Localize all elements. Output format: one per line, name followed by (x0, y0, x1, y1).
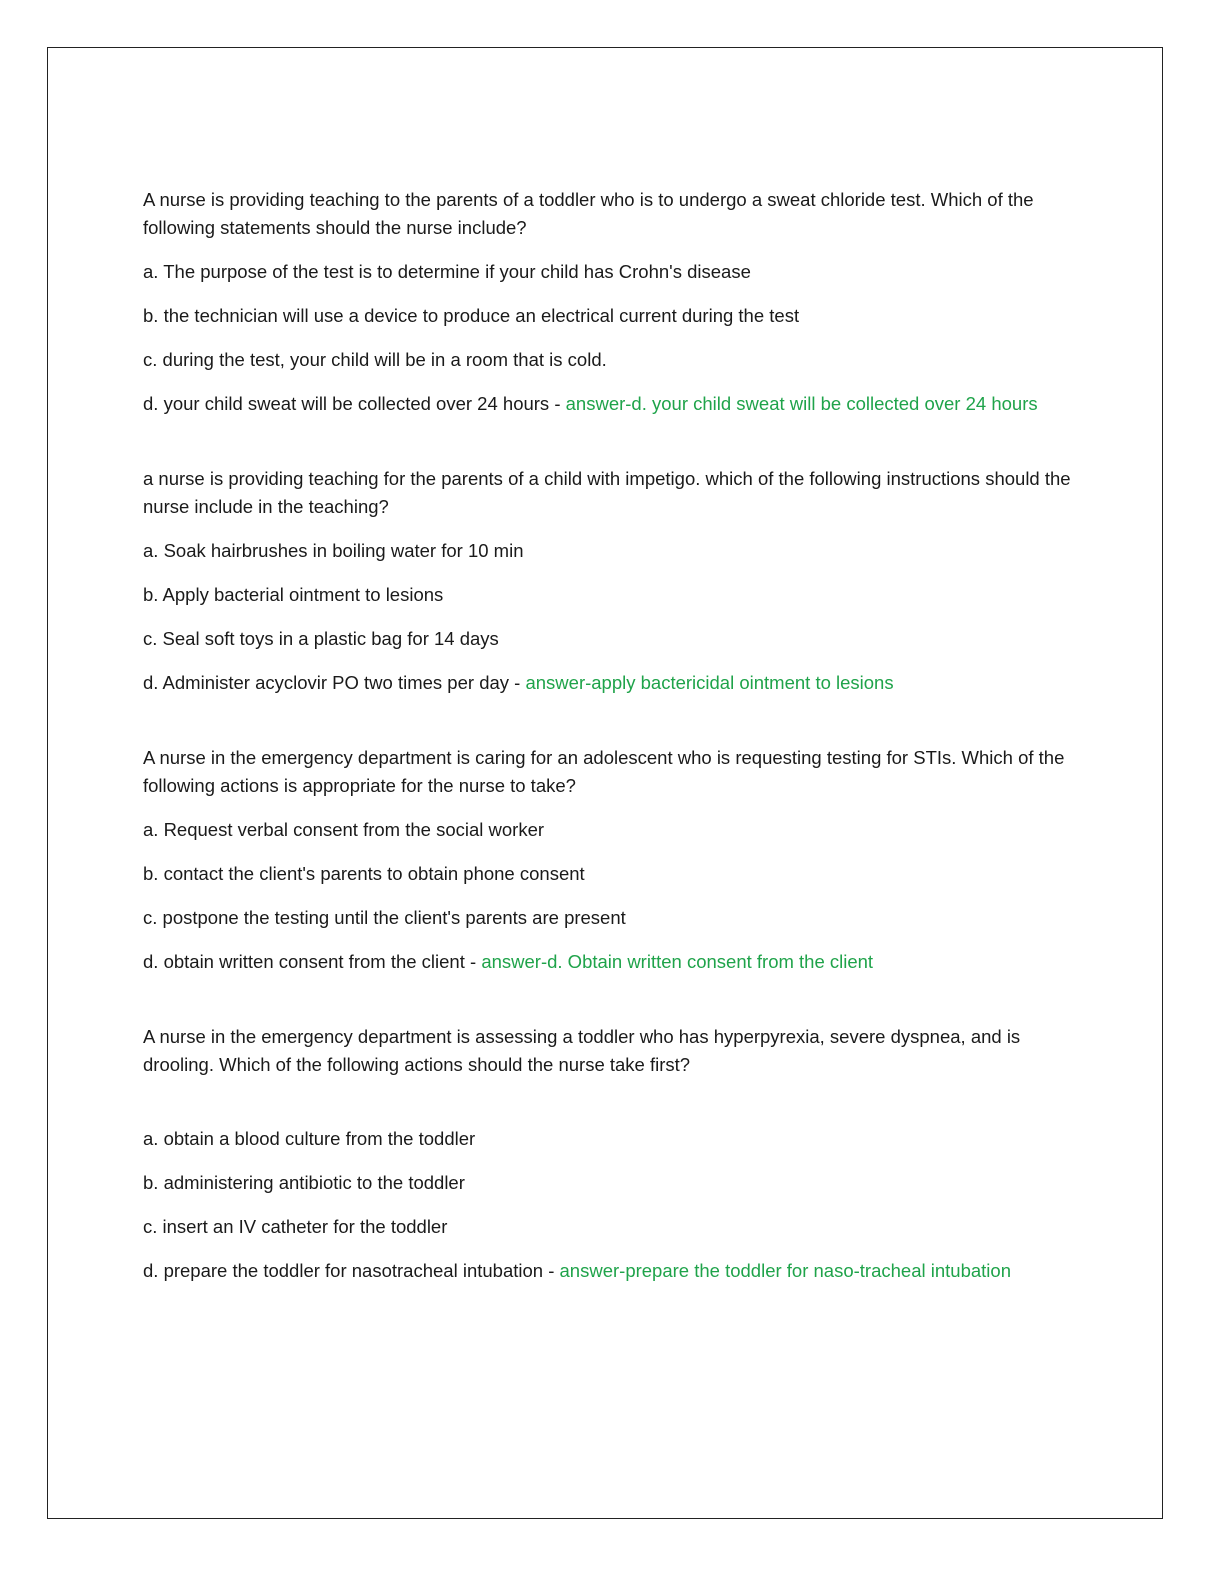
question-block-3 (143, 744, 1073, 976)
option-d (143, 390, 1073, 418)
question-block-4 (143, 1023, 1073, 1285)
option-a: a. Soak hairbrushes in boiling water for 10 min (143, 540, 524, 561)
answer-text: answer-apply bactericidal ointment to lesions (525, 672, 894, 693)
question-block-2 (143, 465, 1073, 697)
option-d (143, 948, 1073, 976)
question-text: a nurse is providing teaching for the parents of a child with impetigo. which of the following instructions should the nurse include in the teaching? (143, 468, 1071, 517)
option-c: c. insert an IV catheter for the toddler (143, 1216, 448, 1237)
option-d-text: d. prepare the toddler for nasotracheal intubation - (143, 1260, 560, 1281)
option-b: b. administering antibiotic to the toddler (143, 1172, 465, 1193)
option-d-text: d. obtain written consent from the client - (143, 951, 482, 972)
option-d-text: d. Administer acyclovir PO two times per day - (143, 672, 526, 693)
option-a: a. The purpose of the test is to determine if your child has Crohn's disease (143, 261, 751, 282)
option-d (143, 1257, 1073, 1285)
question-text: A nurse in the emergency department is assessing a toddler who has hyperpyrexia, severe dyspnea, and is drooling. Which of the following actions should the nurse take first? (143, 1026, 1021, 1075)
answer-text: answer-prepare the toddler for naso-tracheal intubation (559, 1260, 1011, 1281)
option-a: a. Request verbal consent from the social worker (143, 819, 545, 840)
answer-text: answer-d. your child sweat will be collected over 24 hours (565, 393, 1038, 414)
option-d (143, 669, 1073, 697)
option-d-text: d. your child sweat will be collected over 24 hours - (143, 393, 566, 414)
answer-text: answer-d. Obtain written consent from the client (481, 951, 874, 972)
question-text: A nurse in the emergency department is caring for an adolescent who is requesting testing for STIs. Which of the following actions is appropriate for the nurse to take? (143, 747, 1065, 796)
option-b: b. the technician will use a device to produce an electrical current during the test (143, 305, 800, 326)
question-text: A nurse is providing teaching to the parents of a toddler who is to undergo a sweat chloride test. Which of the following statements should the nurse include? (143, 189, 1034, 238)
option-b: b. contact the client's parents to obtain phone consent (143, 863, 585, 884)
option-c: c. Seal soft toys in a plastic bag for 14 days (143, 628, 499, 649)
option-c: c. during the test, your child will be in a room that is cold. (143, 349, 607, 370)
option-c: c. postpone the testing until the client's parents are present (143, 907, 626, 928)
question-block-1 (143, 186, 1073, 418)
option-b: b. Apply bacterial ointment to lesions (143, 584, 444, 605)
document-body (143, 186, 1073, 1285)
option-a: a. obtain a blood culture from the toddler (143, 1128, 476, 1149)
